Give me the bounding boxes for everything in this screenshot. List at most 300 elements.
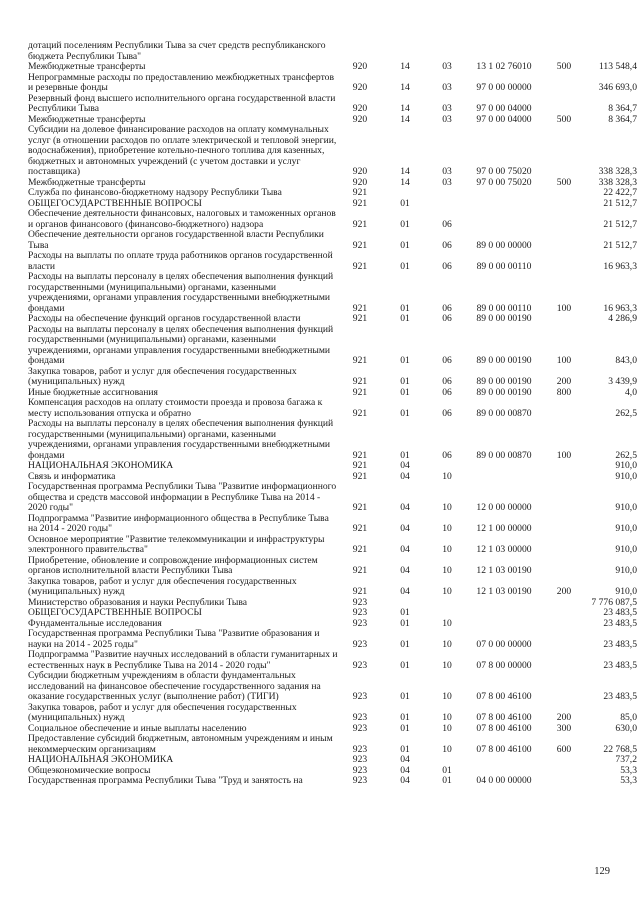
expense-type-code — [542, 398, 586, 419]
target-article-code: 13 1 02 76010 — [476, 62, 532, 72]
subsection-code: 06 — [442, 387, 452, 398]
expense-type-code: 500 — [556, 177, 572, 188]
expense-type-code: 200 — [556, 586, 572, 597]
expense-type-code — [542, 188, 586, 199]
target-article-code: 12 1 03 00000 — [476, 544, 532, 555]
amount: 262,5 — [615, 449, 637, 461]
subsection-code: 10 — [442, 471, 452, 482]
section-code: 01 — [400, 260, 410, 272]
target-article-code — [466, 619, 542, 630]
expense-type-code — [542, 209, 586, 230]
amount: 8 364,7 — [608, 114, 637, 125]
expense-type-code — [542, 482, 586, 514]
subsection-code: 06 — [442, 355, 452, 366]
subsection-code — [428, 199, 466, 210]
subsection-code: 03 — [442, 82, 452, 93]
table-row — [28, 94, 637, 115]
expense-type-code — [542, 598, 586, 609]
table-row — [28, 776, 637, 787]
target-article-code — [466, 598, 542, 609]
subsection-code: 06 — [442, 407, 452, 419]
expense-type-code: 500 — [556, 114, 572, 125]
row-name: НАЦИОНАЛЬНАЯ ЭКОНОМИКА — [28, 755, 174, 765]
row-name: Министерство образования и науки Республики Тыва — [28, 597, 247, 608]
amount: 113 548,4 — [598, 62, 637, 72]
expense-type-code — [542, 535, 586, 556]
ministry-code: 920 — [352, 166, 368, 177]
amount: 4,0 — [625, 387, 637, 398]
table-row — [28, 325, 637, 367]
expense-type-code — [542, 41, 586, 62]
subsection-code: 06 — [442, 376, 452, 387]
table-row — [28, 535, 637, 556]
section-code: 04 — [400, 765, 410, 776]
section-code: 01 — [400, 723, 410, 734]
table-row — [28, 598, 637, 609]
subsection-code: 10 — [442, 502, 452, 513]
amount: 910,0 — [615, 502, 637, 513]
target-article-code: 89 0 00 00870 — [476, 449, 532, 461]
table-row — [28, 608, 637, 619]
section-code: 01 — [400, 198, 410, 209]
target-article-code: 89 0 00 00110 — [476, 260, 532, 272]
table-row — [28, 577, 637, 598]
row-name: Расходы на выплаты по оплате труда работников органов государственной власти — [28, 251, 333, 272]
subsection-code: 10 — [442, 523, 452, 534]
target-article-code: 89 0 00 00110 — [476, 302, 532, 314]
table-row — [28, 367, 637, 388]
section-code: 01 — [400, 449, 410, 461]
amount: 23 483,5 — [603, 659, 637, 671]
ministry-code: 921 — [352, 407, 368, 419]
table-row — [28, 419, 637, 461]
amount: 53,3 — [620, 776, 637, 786]
expense-type-code — [542, 199, 586, 210]
ministry-code: 921 — [352, 586, 368, 597]
expense-type-code: 100 — [556, 302, 572, 314]
row-name: Обеспечение деятельности финансовых, налоговых и таможенных органов и органов финансового (финансово-бюджетного) надзора — [28, 209, 336, 230]
row-name: ОБЩЕГОСУДАРСТВЕННЫЕ ВОПРОСЫ — [28, 608, 202, 618]
subsection-code — [428, 598, 466, 609]
section-code: 04 — [400, 523, 410, 534]
budget-rows — [28, 41, 637, 787]
row-name: Расходы на выплаты персоналу в целях обеспечения выполнения функций государственными (муниципальными) органами, казенными учреждениями, органами управления государственными внебюджетными фондами — [28, 272, 334, 314]
budget-table — [28, 41, 637, 787]
subsection-code — [428, 188, 466, 199]
ministry-code: 923 — [352, 743, 368, 755]
table-row — [28, 115, 637, 126]
subsection-code — [428, 461, 466, 472]
target-article-code: 07 8 00 46100 — [476, 743, 532, 755]
amount: 910,0 — [615, 565, 637, 576]
table-row — [28, 766, 637, 777]
ministry-code: 921 — [352, 188, 368, 198]
ministry-code: 921 — [352, 387, 368, 398]
amount: 16 963,3 — [603, 302, 637, 314]
target-article-code: 89 0 00 00000 — [476, 239, 532, 251]
table-row — [28, 724, 637, 735]
section-code: 04 — [400, 776, 410, 786]
amount: 23 483,5 — [603, 638, 637, 650]
ministry-code: 921 — [352, 502, 368, 513]
section-code: 14 — [400, 103, 410, 114]
section-code — [382, 41, 428, 62]
amount: 843,0 — [615, 355, 637, 366]
expense-type-code — [542, 461, 586, 472]
table-row — [28, 472, 637, 483]
row-name: Связь и информатика — [28, 471, 116, 482]
row-name: ОБЩЕГОСУДАРСТВЕННЫЕ ВОПРОСЫ — [28, 198, 202, 209]
target-article-code: 97 0 00 04000 — [476, 114, 532, 125]
subsection-code: 10 — [442, 723, 452, 734]
ministry-code: 920 — [352, 103, 368, 114]
expense-type-code: 200 — [556, 376, 572, 387]
subsection-code: 10 — [442, 586, 452, 597]
target-article-code: 12 1 03 00190 — [476, 586, 532, 597]
ministry-code: 921 — [352, 471, 368, 482]
subsection-code: 10 — [442, 712, 452, 723]
row-name: НАЦИОНАЛЬНАЯ ЭКОНОМИКА — [28, 461, 174, 471]
target-article-code: 89 0 00 00190 — [476, 387, 532, 398]
section-code: 14 — [400, 62, 410, 72]
ministry-code: 923 — [352, 638, 368, 650]
expense-type-code — [542, 608, 586, 619]
expense-type-code: 100 — [556, 355, 572, 366]
ministry-code: 921 — [352, 260, 368, 272]
ministry-code: 920 — [352, 82, 368, 93]
row-name: Подпрограмма "Развитие научных исследований в области гуманитарных и естественных наук в Республике Тыва на 2014 - 2020 годы" — [28, 650, 338, 671]
target-article-code: 12 1 03 00190 — [476, 565, 532, 576]
row-name: Межбюджетные трансферты — [28, 62, 146, 72]
ministry-code: 921 — [352, 376, 368, 387]
page-number: 129 — [594, 866, 610, 877]
table-row — [28, 251, 637, 272]
subsection-code — [428, 755, 466, 766]
ministry-code: 923 — [352, 659, 368, 671]
section-code: 04 — [400, 502, 410, 513]
table-row — [28, 209, 637, 230]
target-article-code: 89 0 00 00190 — [476, 355, 532, 366]
section-code — [382, 188, 428, 199]
ministry-code: 923 — [352, 712, 368, 723]
target-article-code: 89 0 00 00190 — [476, 314, 532, 324]
table-row — [28, 41, 637, 62]
section-code: 04 — [400, 755, 410, 765]
row-name: Общеэкономические вопросы — [28, 765, 151, 776]
row-name: Межбюджетные трансферты — [28, 177, 146, 188]
table-row — [28, 62, 637, 73]
ministry-code: 923 — [352, 608, 368, 618]
amount: 23 483,5 — [603, 608, 637, 618]
row-name: Государственная программа Республики Тыва "Развитие образования и науки на 2014 - 2025 годы" — [28, 629, 320, 650]
section-code: 01 — [400, 743, 410, 755]
amount: 630,0 — [615, 723, 637, 734]
expense-type-code: 300 — [556, 723, 572, 734]
ministry-code: 923 — [352, 776, 368, 786]
ministry-code: 921 — [352, 523, 368, 534]
expense-type-code — [542, 755, 586, 766]
subsection-code — [428, 608, 466, 619]
target-article-code — [466, 209, 542, 230]
ministry-code: 921 — [352, 302, 368, 314]
expense-type-code: 500 — [556, 62, 572, 72]
row-name: Непрограммные расходы по предоставлению межбюджетных трансфертов и резервные фонды — [28, 72, 334, 93]
table-row — [28, 619, 637, 630]
row-name: Закупка товаров, работ и услуг для обеспечения государственных (муниципальных) нужд — [28, 702, 297, 723]
target-article-code — [466, 199, 542, 210]
subsection-code: 01 — [442, 765, 452, 776]
row-name: Расходы на выплаты персоналу в целях обеспечения выполнения функций государственными (муниципальными) органами, казенными учреждениями, органами управления государственными внебюджетными фондами — [28, 419, 334, 461]
target-article-code: 97 0 00 00000 — [476, 82, 532, 93]
row-name: Иные бюджетные ассигнования — [28, 387, 158, 398]
section-code: 01 — [400, 407, 410, 419]
amount: 85,0 — [620, 712, 637, 723]
expense-type-code — [542, 629, 586, 650]
section-code: 04 — [400, 461, 410, 471]
section-code: 01 — [400, 314, 410, 324]
expense-type-code — [542, 776, 586, 787]
ministry-code: 920 — [352, 177, 368, 188]
subsection-code: 06 — [442, 218, 452, 230]
target-article-code: 07 8 00 46100 — [476, 723, 532, 734]
table-row — [28, 125, 637, 178]
row-name: Предоставление субсидий бюджетным, автономным учреждениям и иным некоммерческим организациям — [28, 734, 333, 755]
row-name: Компенсация расходов на оплату стоимости проезда и провоза багажа к месту использования отпуска и обратно — [28, 398, 323, 419]
section-code: 01 — [400, 638, 410, 650]
amount: 262,5 — [615, 407, 637, 419]
expense-type-code — [542, 125, 586, 178]
subsection-code: 06 — [442, 302, 452, 314]
row-name: Расходы на обеспечение функций органов государственной власти — [28, 314, 301, 324]
section-code: 14 — [400, 82, 410, 93]
section-code: 01 — [400, 218, 410, 230]
section-code — [382, 598, 428, 609]
expense-type-code: 600 — [556, 743, 572, 755]
section-code: 04 — [400, 565, 410, 576]
subsection-code: 03 — [442, 62, 452, 72]
target-article-code: 07 8 00 46100 — [476, 691, 532, 702]
amount: 21 512,7 — [603, 198, 637, 209]
section-code: 01 — [400, 691, 410, 702]
target-article-code — [466, 188, 542, 199]
ministry-code: 920 — [352, 114, 368, 125]
target-article-code — [466, 472, 542, 483]
expense-type-code — [542, 671, 586, 703]
row-name: Закупка товаров, работ и услуг для обеспечения государственных (муниципальных) нужд — [28, 576, 297, 597]
subsection-code: 10 — [442, 691, 452, 702]
ministry-code: 921 — [352, 314, 368, 324]
ministry-code: 920 — [352, 62, 368, 72]
amount: 3 439,9 — [608, 376, 637, 387]
section-code: 14 — [400, 177, 410, 188]
section-code: 01 — [400, 387, 410, 398]
row-name: Обеспечение деятельности органов государственной власти Республики Тыва — [28, 230, 324, 251]
target-article-code: 04 0 00 00000 — [476, 776, 532, 786]
amount: 737,2 — [615, 755, 637, 765]
ministry-code: 923 — [352, 597, 368, 608]
table-row — [28, 514, 637, 535]
amount: 910,0 — [615, 586, 637, 597]
amount: 53,3 — [620, 765, 637, 776]
subsection-code: 06 — [442, 260, 452, 272]
table-row — [28, 388, 637, 399]
section-code: 01 — [400, 302, 410, 314]
target-article-code — [466, 41, 542, 62]
ministry-code: 923 — [352, 755, 368, 765]
amount: 23 483,5 — [603, 691, 637, 702]
target-article-code — [466, 766, 542, 777]
table-row — [28, 199, 637, 210]
subsection-code: 06 — [442, 314, 452, 324]
amount: 7 776 087,5 — [591, 597, 637, 608]
section-code: 01 — [400, 376, 410, 387]
table-row — [28, 188, 637, 199]
table-row — [28, 178, 637, 189]
amount: 910,0 — [615, 461, 637, 471]
table-row — [28, 703, 637, 724]
subsection-code: 01 — [442, 776, 452, 786]
amount: 21 512,7 — [603, 218, 637, 230]
ministry-code: 921 — [352, 461, 368, 471]
expense-type-code — [542, 514, 586, 535]
subsection-code: 10 — [442, 618, 452, 629]
ministry-code: 921 — [352, 218, 368, 230]
amount: 22 768,5 — [603, 743, 637, 755]
table-row — [28, 73, 637, 94]
table-row — [28, 734, 637, 755]
table-row — [28, 461, 637, 472]
ministry-code: 923 — [352, 618, 368, 629]
row-name: Субсидии на долевое финансирование расходов на оплату коммунальных услуг (в отношении расходов по оплате электрической и тепловой энергии, водоснабжения), приобретение котельно-печного топлива для казенных, бюджетных и автономных учреждений (с учетом доставки и услуг поставщика) — [28, 125, 337, 177]
subsection-code: 10 — [442, 659, 452, 671]
section-code: 01 — [400, 608, 410, 618]
target-article-code — [466, 608, 542, 619]
expense-type-code — [542, 650, 586, 671]
subsection-code — [428, 41, 466, 62]
amount — [586, 41, 637, 62]
target-article-code: 07 8 00 46100 — [476, 712, 532, 723]
expense-type-code — [542, 94, 586, 115]
table-row — [28, 314, 637, 325]
amount: 338 328,3 — [598, 166, 637, 177]
ministry-code: 923 — [352, 723, 368, 734]
row-name: Государственная программа Республики Тыва "Развитие информационного общества и средств массовой информации в Республике Тыва на 2014 - 2020 годы" — [28, 482, 337, 513]
amount: 910,0 — [615, 523, 637, 534]
expense-type-code — [542, 73, 586, 94]
amount: 910,0 — [615, 471, 637, 482]
target-article-code — [466, 755, 542, 766]
ministry-code: 921 — [352, 198, 368, 209]
row-name: Субсидии бюджетным учреждениям в области фундаментальных исследований на финансовое обеспечение государственного задания на оказание государственных услуг (выполнение работ) (ТИГИ) — [28, 671, 321, 702]
expense-type-code — [542, 314, 586, 325]
amount: 16 963,3 — [603, 260, 637, 272]
subsection-code: 03 — [442, 166, 452, 177]
amount: 4 286,9 — [608, 314, 637, 324]
table-row — [28, 398, 637, 419]
section-code: 14 — [400, 114, 410, 125]
section-code: 01 — [400, 618, 410, 629]
ministry-code: 923 — [352, 765, 368, 776]
expense-type-code: 200 — [556, 712, 572, 723]
amount: 910,0 — [615, 544, 637, 555]
row-name: Государственная программа Республики Тыва "Труд и занятость на — [28, 776, 303, 786]
subsection-code: 10 — [442, 743, 452, 755]
table-row — [28, 671, 637, 703]
row-name: Закупка товаров, работ и услуг для обеспечения государственных (муниципальных) нужд — [28, 366, 297, 387]
table-row — [28, 272, 637, 314]
table-row — [28, 482, 637, 514]
section-code: 01 — [400, 355, 410, 366]
table-row — [28, 230, 637, 251]
target-article-code: 97 0 00 75020 — [476, 166, 532, 177]
ministry-code: 921 — [352, 239, 368, 251]
expense-type-code: 800 — [556, 387, 572, 398]
amount: 21 512,7 — [603, 239, 637, 251]
expense-type-code — [542, 766, 586, 777]
row-name: Служба по финансово-бюджетному надзору Республики Тыва — [28, 188, 282, 198]
row-name: Подпрограмма "Развитие информационного общества в Республике Тыва на 2014 - 2020 годы" — [28, 513, 329, 534]
subsection-code: 10 — [442, 565, 452, 576]
target-article-code: 07 8 00 00000 — [476, 659, 532, 671]
table-row — [28, 650, 637, 671]
amount: 22 422,7 — [603, 188, 637, 198]
amount: 346 693,0 — [598, 82, 637, 93]
subsection-code: 03 — [442, 103, 452, 114]
section-code: 01 — [400, 659, 410, 671]
row-name: Межбюджетные трансферты — [28, 114, 146, 125]
amount: 8 364,7 — [608, 103, 637, 114]
target-article-code — [466, 461, 542, 472]
ministry-code: 921 — [352, 544, 368, 555]
subsection-code: 03 — [442, 114, 452, 125]
table-row — [28, 755, 637, 766]
section-code: 04 — [400, 586, 410, 597]
section-code: 01 — [400, 239, 410, 251]
target-article-code: 97 0 00 75020 — [476, 177, 532, 188]
ministry-code — [338, 41, 382, 62]
subsection-code: 06 — [442, 449, 452, 461]
table-row — [28, 556, 637, 577]
target-article-code: 97 0 00 04000 — [476, 103, 532, 114]
expense-type-code: 100 — [556, 449, 572, 461]
expense-type-code — [542, 472, 586, 483]
row-name: Приобретение, обновление и сопровождение информационных систем органов исполнительной власти Республики Тыва — [28, 555, 318, 576]
row-name: Фундаментальные исследования — [28, 618, 162, 629]
subsection-code: 10 — [442, 544, 452, 555]
section-code: 01 — [400, 712, 410, 723]
section-code: 04 — [400, 544, 410, 555]
section-code: 04 — [400, 471, 410, 482]
row-name: дотаций поселениям Республики Тыва за счет средств республиканского бюджета Республики Тыва" — [28, 41, 326, 62]
subsection-code: 10 — [442, 638, 452, 650]
target-article-code: 89 0 00 00870 — [476, 407, 532, 419]
ministry-code: 923 — [352, 691, 368, 702]
amount: 338 328,3 — [598, 177, 637, 188]
ministry-code: 921 — [352, 565, 368, 576]
expense-type-code — [542, 251, 586, 272]
subsection-code: 03 — [442, 177, 452, 188]
section-code: 14 — [400, 166, 410, 177]
target-article-code: 12 1 00 00000 — [476, 523, 532, 534]
expense-type-code — [542, 556, 586, 577]
ministry-code: 921 — [352, 355, 368, 366]
subsection-code: 06 — [442, 239, 452, 251]
row-name: Основное мероприятие "Развитие телекоммуникации и инфраструктуры электронного правительства" — [28, 534, 325, 555]
row-name: Расходы на выплаты персоналу в целях обеспечения выполнения функций государственными (муниципальными) органами, казенными учреждениями, органами управления государственными внебюджетными фондами — [28, 324, 334, 366]
ministry-code: 921 — [352, 449, 368, 461]
target-article-code: 12 0 00 00000 — [476, 502, 532, 513]
expense-type-code — [542, 619, 586, 630]
